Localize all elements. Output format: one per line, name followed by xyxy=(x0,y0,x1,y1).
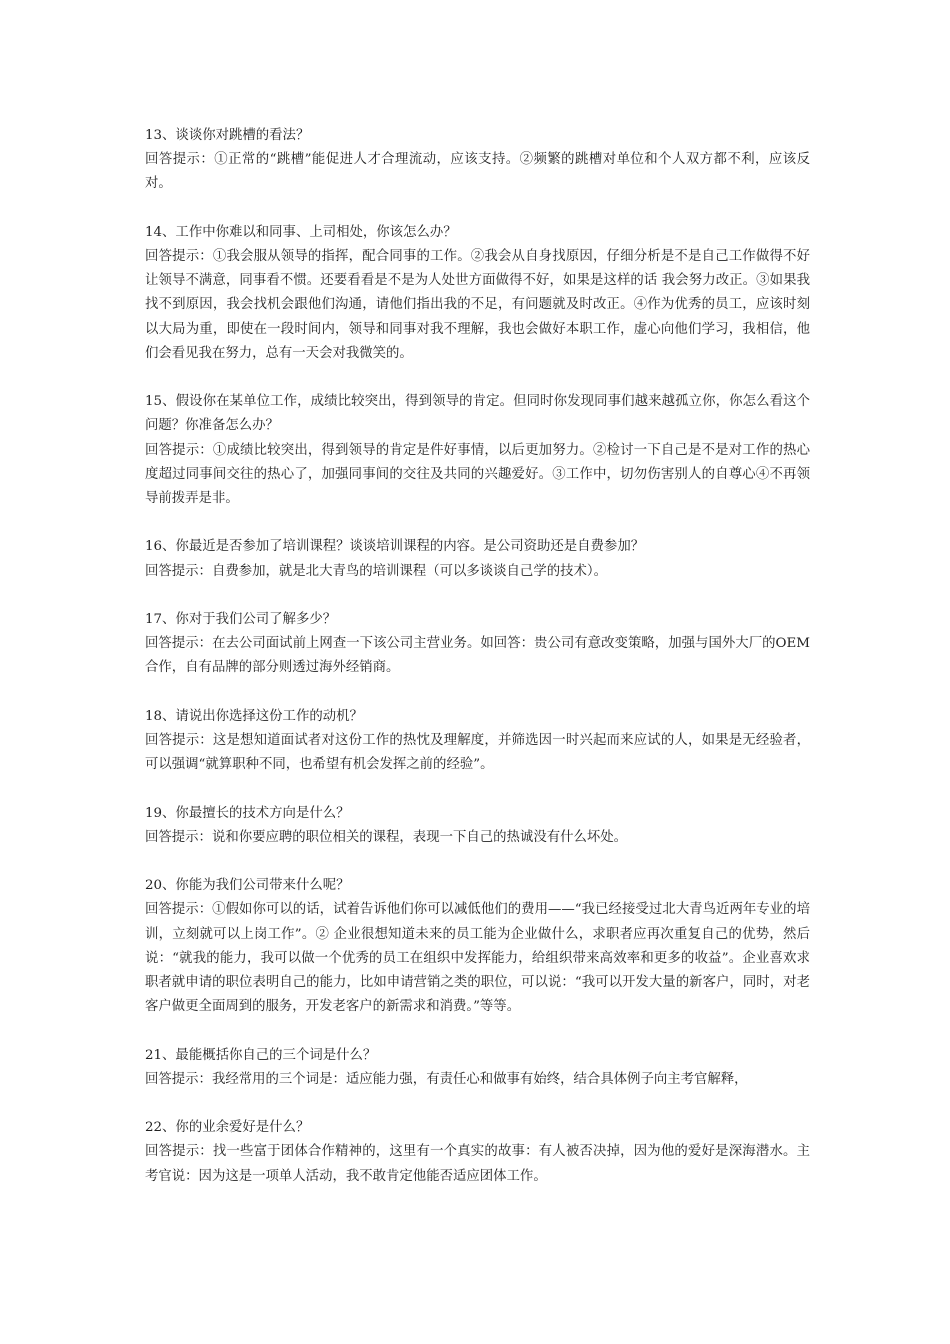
answer-18: 回答提示：这是想知道面试者对这份工作的热忱及理解度，并筛选因一时兴起而来应试的人，如果是无经验者，可以强调“就算职种不同，也希望有机会发挥之前的经验”。 xyxy=(145,733,810,773)
question-20: 20、你能为我们公司带来什么呢？ xyxy=(145,878,350,894)
qa-item-17 xyxy=(145,608,810,681)
qa-item-13 xyxy=(145,124,810,197)
qa-item-22 xyxy=(145,1116,810,1189)
qa-item-16 xyxy=(145,535,810,583)
question-16: 16、你最近是否参加了培训课程？谈谈培训课程的内容。是公司资助还是自费参加？ xyxy=(145,539,645,555)
question-14: 14、工作中你难以和同事、上司相处，你该怎么办？ xyxy=(145,224,457,240)
answer-17: 回答提示：在去公司面试前上网查一下该公司主营业务。如回答：贵公司有意改变策略，加强与国外大厂的OEM合作，自有品牌的部分则透过海外经销商。 xyxy=(145,636,810,676)
qa-item-14 xyxy=(145,221,810,366)
qa-item-20 xyxy=(145,874,810,1019)
answer-15: 回答提示：①成绩比较突出，得到领导的肯定是件好事情，以后更加努力。②检讨一下自己是不是对工作的热心度超过同事间交往的热心了，加强同事间的交往及共同的兴趣爱好。③工作中，切勿伤害别人的自尊心④不再领导前拨弄是非。 xyxy=(145,442,810,507)
answer-16: 回答提示：自费参加，就是北大青鸟的培训课程（可以多谈谈自己学的技术）。 xyxy=(145,563,607,579)
qa-item-15 xyxy=(145,390,810,511)
question-22: 22、你的业余爱好是什么？ xyxy=(145,1120,310,1136)
question-19: 19、你最擅长的技术方向是什么？ xyxy=(145,805,350,821)
answer-13: 回答提示：①正常的“跳槽”能促进人才合理流动，应该支持。②频繁的跳槽对单位和个人双方都不利，应该反对。 xyxy=(145,152,810,192)
answer-22: 回答提示：找一些富于团体合作精神的，这里有一个真实的故事：有人被否决掉，因为他的爱好是深海潜水。主考官说：因为这是一项单人活动，我不敢肯定他能否适应团体工作。 xyxy=(145,1144,810,1184)
question-18: 18、请说出你选择这份工作的动机？ xyxy=(145,708,363,724)
qa-item-18 xyxy=(145,705,810,778)
qa-item-21 xyxy=(145,1044,810,1092)
answer-19: 回答提示：说和你要应聘的职位相关的课程，表现一下自己的热诚没有什么坏处。 xyxy=(145,829,628,845)
document-body xyxy=(145,124,810,1213)
answer-14: 回答提示：①我会服从领导的指挥，配合同事的工作。②我会从自身找原因，仔细分析是不是自己工作做得不好让领导不满意，同事看不惯。还要看看是不是为人处世方面做得不好，如果是这样的话 我会努力改正。③如果我找不到原因，我会找机会跟他们沟通，请他们指出我的不足，有问题就及时改正。④作为优秀的员工，应该时刻以大局为重，即使在一段时间内，领导和同事对我不理解，我也会做好本职工作，虚心向他们学习，我相信，他们会看见我在努力，总有一天会对我微笑的。 xyxy=(145,249,810,361)
question-15: 15、假设你在某单位工作，成绩比较突出，得到领导的肯定。但同时你发现同事们越来越孤立你，你怎么看这个问题？你准备怎么办？ xyxy=(145,394,810,434)
question-21: 21、最能概括你自己的三个词是什么？ xyxy=(145,1047,377,1063)
question-13: 13、谈谈你对跳槽的看法？ xyxy=(145,128,310,143)
qa-item-19 xyxy=(145,802,810,850)
answer-20: 回答提示：①假如你可以的话，试着告诉他们你可以减低他们的费用——“我已经接受过北大青鸟近两年专业的培训，立刻就可以上岗工作”。② 企业很想知道未来的员工能为企业做什么，求职者应再次重复自己的优势，然后说：“就我的能力，我可以做一个优秀的员工在组织中发挥能力，给组织带来高效率和更多的收益”。企业喜欢求职者就申请的职位表明自己的能力，比如申请营销之类的职位，可以说：“我可以开发大量的新客户，同时，对老客户做更全面周到的服务，开发老客户的新需求和消费。”等等。 xyxy=(145,902,810,1015)
answer-21: 回答提示：我经常用的三个词是：适应能力强，有责任心和做事有始终，结合具体例子向主考官解释， xyxy=(145,1071,748,1087)
question-17: 17、你对于我们公司了解多少？ xyxy=(145,612,337,627)
